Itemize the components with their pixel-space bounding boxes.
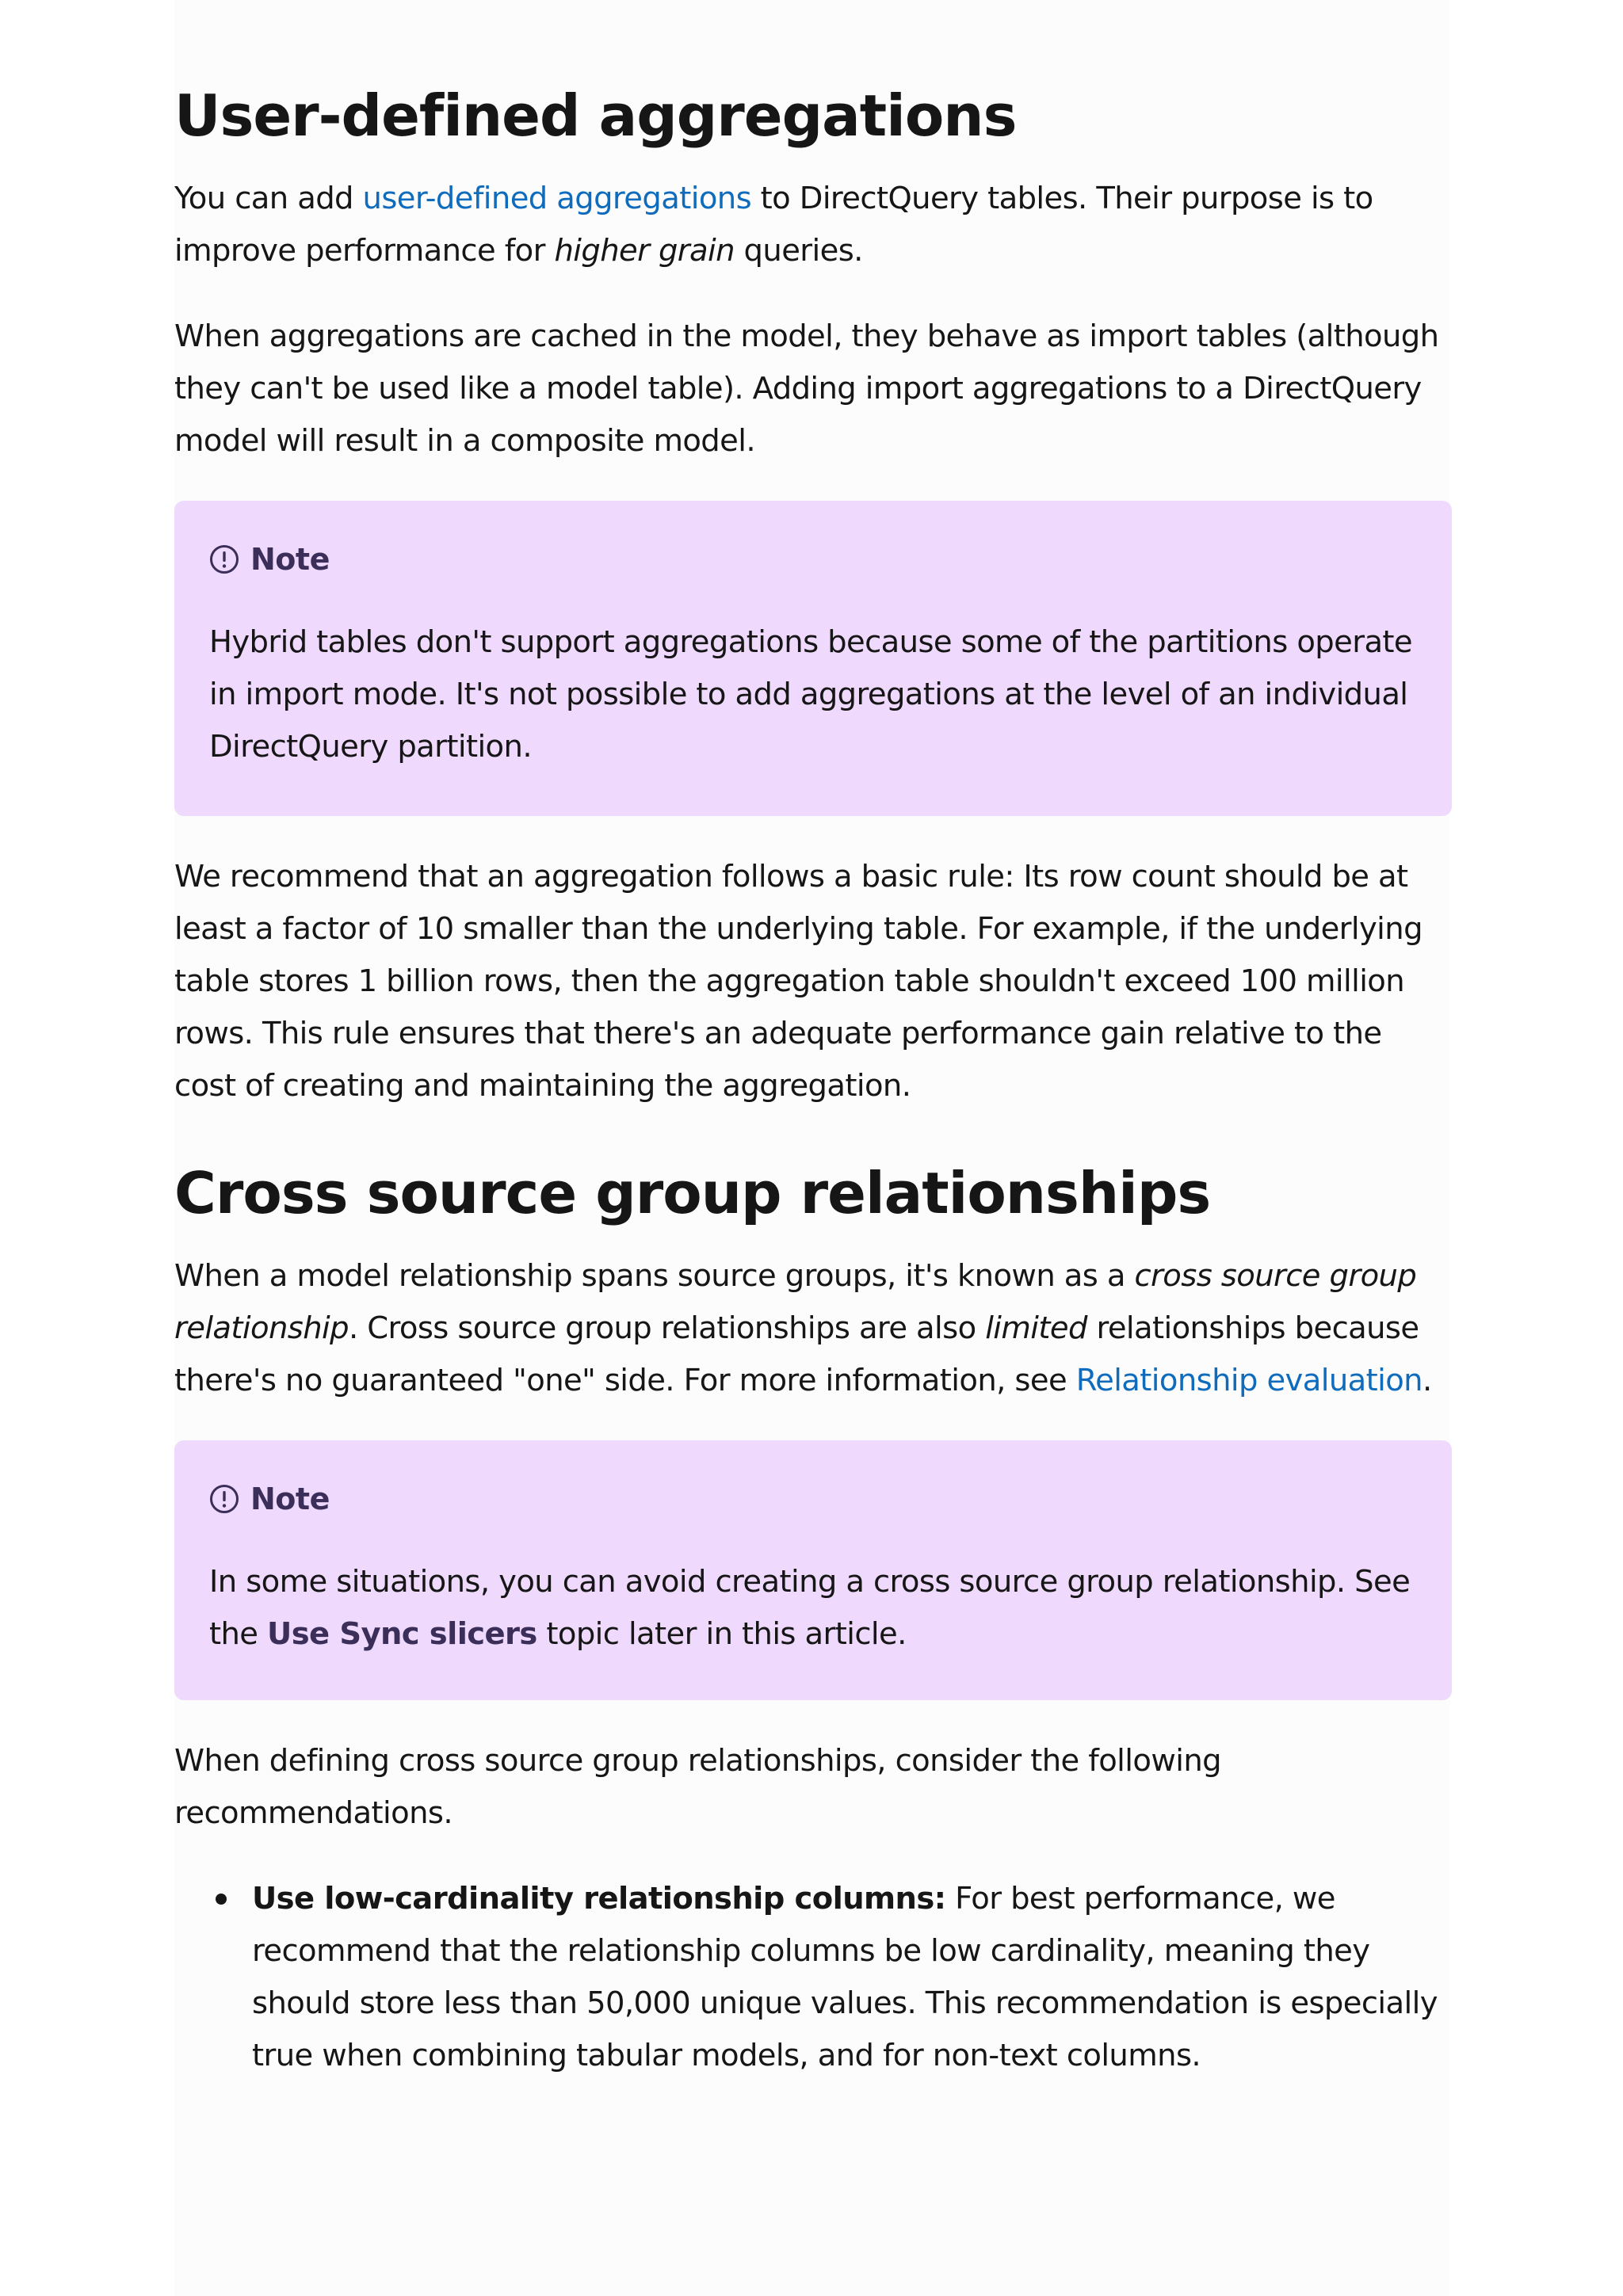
recommendations-list [174,1873,1452,2082]
link-relationship-evaluation[interactable]: Relationship evaluation [1075,1363,1423,1398]
note-text [209,1556,1417,1661]
heading-user-defined-aggregations: User-defined aggregations [174,82,1017,149]
paragraph-aggregation-rule: We recommend that an aggregation follows a basic rule: Its row count should be at least a factor of 10 smaller than the underlying table. For example, if the underlying table stores 1 billion rows, then the aggregation table shouldn't exceed 100 million rows. This rule ensures that there's an adequate performance gain relative to the cost of creating and maintaining the aggregation. [174,859,1423,1104]
info-icon [209,1484,239,1514]
note-title [209,536,1417,583]
paragraph-aggregations-cached: When aggregations are cached in the model, they behave as import tables (although they can't be used like a model table). Adding import aggregations to a DirectQuery model will result in a composite model. [174,318,1439,459]
note-title-label: Note [250,1482,330,1516]
text: queries. [734,233,863,269]
paragraph-aggregations-intro [174,173,1452,277]
emphasis-cross-source-group-relationship: cross source group relationship [174,1258,1417,1346]
emphasis-limited: limited [985,1310,1087,1346]
text: In some situations, you can avoid creating a cross source group relationship. See the [209,1564,1411,1652]
recommendation-text: For best performance, we recommend that the relationship columns be low cardinality, meaning they should store less than 50,000 unique values. This recommendation is especially true when combining tabular models, and for non-text columns. [252,1881,1438,2073]
note-callout-sync-slicers [174,1440,1452,1700]
link-user-defined-aggregations[interactable]: user-defined aggregations [362,181,752,216]
text: . Cross source group relationships are also [348,1310,986,1346]
note-title-label: Note [250,542,330,577]
heading-cross-source-group-relationships: Cross source group relationships [174,1160,1211,1226]
text: to DirectQuery tables. Their purpose is to improve performance for [174,181,1373,269]
note-body [209,616,1417,773]
note-body [209,1556,1417,1661]
link-use-sync-slicers[interactable]: Use Sync slicers [267,1616,537,1652]
bullet-icon [216,1894,227,1905]
info-icon [209,544,239,574]
text: . [1422,1363,1432,1398]
list-item [174,1873,1452,2082]
text: You can add [174,181,363,216]
emphasis-higher-grain: higher grain [554,233,735,269]
note-callout-hybrid-tables [174,501,1452,816]
note-text: Hybrid tables don't support aggregations because some of the partitions operate in import mode. It's not possible to add aggregations at the level of an individual DirectQuery partition. [209,624,1413,765]
text: When a model relationship spans source groups, it's known as a [174,1258,1135,1294]
paragraph-defining-relationships: When defining cross source group relationships, consider the following recommendations. [174,1743,1221,1831]
text: topic later in this article. [537,1616,907,1652]
article-content [174,0,1452,2082]
note-title [209,1475,1417,1523]
paragraph-cross-source-intro [174,1250,1452,1407]
recommendation-title: Use low-cardinality relationship columns: [252,1881,946,1917]
text: relationships because there's no guaranteed "one" side. For more information, see [174,1310,1419,1398]
